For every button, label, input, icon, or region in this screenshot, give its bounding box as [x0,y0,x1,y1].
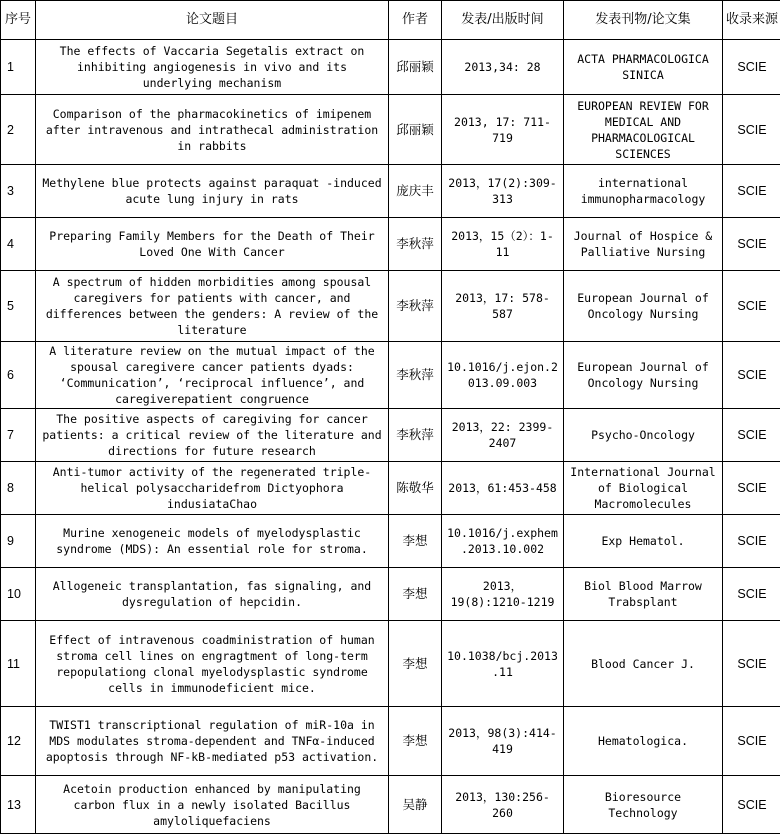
header-title: 论文题目 [36,1,389,40]
table-row [1,515,780,568]
paper-author: 吴静 [389,776,442,834]
paper-title: The positive aspects of caregiving for cancer patients: a critical review of the literature and directions for future research [36,409,389,462]
publication-date: 10.1016/j.exphem.2013.10.002 [442,515,564,568]
row-number: 4 [1,218,36,271]
paper-author: 李秋萍 [389,409,442,462]
paper-author: 陈敬华 [389,462,442,515]
paper-author: 李想 [389,568,442,621]
publication-date: 2013，17(2):309-313 [442,165,564,218]
journal-name: Blood Cancer J. [564,621,723,707]
index-source: SCIE [723,95,780,165]
index-source: SCIE [723,776,780,834]
journal-name: international immunopharmacology [564,165,723,218]
row-number: 12 [1,707,36,776]
table-row [1,409,780,462]
paper-author: 李秋萍 [389,218,442,271]
publication-date: 2013，61:453-458 [442,462,564,515]
journal-name: Hematologica. [564,707,723,776]
index-source: SCIE [723,165,780,218]
paper-author: 李秋萍 [389,342,442,409]
index-source: SCIE [723,515,780,568]
index-source: SCIE [723,621,780,707]
paper-title: Allogeneic transplantation, fas signaling, and dysregulation of hepcidin. [36,568,389,621]
header-journal: 发表刊物/论文集 [564,1,723,40]
paper-title: Comparison of the pharmacokinetics of imipenem after intravenous and intrathecal administration in rabbits [36,95,389,165]
index-source: SCIE [723,342,780,409]
row-number: 2 [1,95,36,165]
header-author: 作者 [389,1,442,40]
paper-title: A literature review on the mutual impact of the spousal caregivere cancer patients dyads: ‘Communication’, ‘reciprocal influence’, and caregiverepatient congruence [36,342,389,409]
publication-date: 2013，22: 2399-2407 [442,409,564,462]
paper-title: TWIST1 transcriptional regulation of miR-10a in MDS modulates stroma-dependent and TNFα-induced apoptosis through NF-kB-mediated p53 activation. [36,707,389,776]
journal-name: Biol Blood Marrow Trabsplant [564,568,723,621]
row-number: 5 [1,271,36,342]
journal-name: International Journal of Biological Macromolecules [564,462,723,515]
publication-date: 2013，15（2）：1-11 [442,218,564,271]
journal-name: EUROPEAN REVIEW FOR MEDICAL AND PHARMACOLOGICAL SCIENCES [564,95,723,165]
paper-title: Effect of intravenous coadministration of human stroma cell lines on engragtment of long-term repopulationg clonal myelodysplastic syndrome cells in immunodeficient mice. [36,621,389,707]
paper-author: 李想 [389,515,442,568]
table-row [1,776,780,834]
paper-author: 庞庆丰 [389,165,442,218]
table-row [1,95,780,165]
paper-title: A spectrum of hidden morbidities among spousal caregivers for patients with cancer, and differences between the genders: A review of the literature [36,271,389,342]
publication-date: 2013，98(3):414-419 [442,707,564,776]
index-source: SCIE [723,218,780,271]
header-no: 序号 [1,1,36,40]
paper-title: Acetoin production enhanced by manipulating carbon flux in a newly isolated Bacillus amyloliquefaciens [36,776,389,834]
paper-author: 邱丽颖 [389,95,442,165]
index-source: SCIE [723,568,780,621]
index-source: SCIE [723,40,780,95]
index-source: SCIE [723,707,780,776]
table-row [1,707,780,776]
journal-name: Journal of Hospice & Palliative Nursing [564,218,723,271]
publication-date: 2013,34: 28 [442,40,564,95]
journal-name: European Journal of Oncology Nursing [564,271,723,342]
table-row [1,40,780,95]
header-date: 发表/出版时间 [442,1,564,40]
paper-author: 李想 [389,621,442,707]
journal-name: Exp Hematol. [564,515,723,568]
row-number: 9 [1,515,36,568]
row-number: 3 [1,165,36,218]
publication-date: 2013，130:256-260 [442,776,564,834]
index-source: SCIE [723,409,780,462]
row-number: 13 [1,776,36,834]
journal-name: Psycho-Oncology [564,409,723,462]
table-row [1,165,780,218]
row-number: 6 [1,342,36,409]
paper-title: Murine xenogeneic models of myelodysplastic syndrome (MDS): An essential role for stroma. [36,515,389,568]
publication-date: 10.1016/j.ejon.2013.09.003 [442,342,564,409]
table-row [1,271,780,342]
paper-author: 李想 [389,707,442,776]
paper-title: Methylene blue protects against paraquat -induced acute lung injury in rats [36,165,389,218]
index-source: SCIE [723,462,780,515]
header-source: 收录来源 [723,1,780,40]
index-source: SCIE [723,271,780,342]
publication-date: 2013，19(8):1210-1219 [442,568,564,621]
paper-author: 邱丽颖 [389,40,442,95]
row-number: 7 [1,409,36,462]
publication-date: 2013, 17: 711-719 [442,95,564,165]
table-row [1,342,780,409]
journal-name: ACTA PHARMACOLOGICA SINICA [564,40,723,95]
row-number: 8 [1,462,36,515]
row-number: 1 [1,40,36,95]
header-row [1,1,780,40]
table-row [1,621,780,707]
paper-title: Preparing Family Members for the Death of Their Loved One With Cancer [36,218,389,271]
publication-date: 2013，17: 578-587 [442,271,564,342]
table-row [1,218,780,271]
publication-date: 10.1038/bcj.2013.11 [442,621,564,707]
paper-title: The effects of Vaccaria Segetalis extract on inhibiting angiogenesis in vivo and its underlying mechanism [36,40,389,95]
paper-title: Anti-tumor activity of the regenerated triple-helical polysaccharidefrom Dictyophora indusiataChao [36,462,389,515]
journal-name: European Journal of Oncology Nursing [564,342,723,409]
journal-name: Bioresource Technology [564,776,723,834]
table-row [1,568,780,621]
table-row [1,462,780,515]
row-number: 11 [1,621,36,707]
paper-author: 李秋萍 [389,271,442,342]
row-number: 10 [1,568,36,621]
